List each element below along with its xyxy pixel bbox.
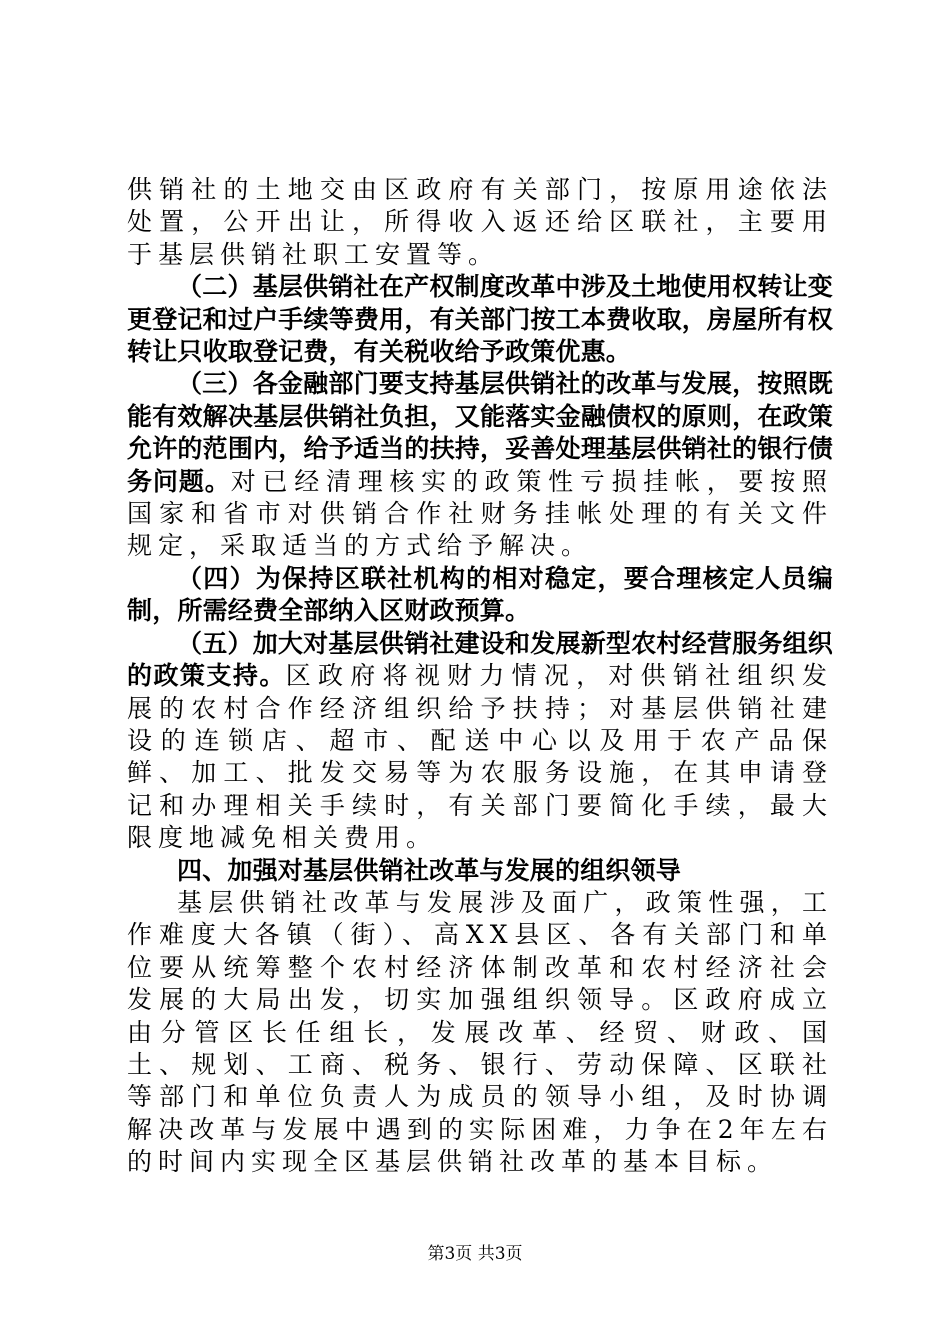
paragraph-text: 供销社的土地交由区政府有关部门，按原用途依法处置，公开出让，所得收入返还给区联社，主要用于基层供销社职工安置等。 [127, 175, 833, 269]
paragraph-normal-text: 对已经清理核实的政策性亏损挂帐，要按照国家和省市对供销合作社财务挂帐处理的有关文件规定，采取适当的方式给予解决。 [127, 466, 833, 561]
paragraph-normal-text: 区政府将视财力情况，对供销社组织发展的农村合作经济组织给予扶持；对基层供销社建设的连锁店、超市、配送中心以及用于农产品保鲜、加工、批发交易等为农服务设施，在其申请登记和办理相关手续时，有关部门要简化手续，最大限度地减免相关费用。 [127, 661, 833, 853]
section-heading-4 [127, 855, 833, 887]
paragraph-bold-text: （三）各金融部门要支持基层供销社的改革与发展，按照既能有效解决基层供销社负担，又能落实金融债权的原则，在政策允许的范围内，给予适当的扶持，妥善处理基层供销社的银行债务问题。 [127, 369, 833, 496]
paragraph-organization-leadership [127, 887, 833, 1179]
paragraph-item-4-staffing [127, 563, 833, 628]
paragraph-item-2-land-transfer-fees [127, 271, 833, 368]
page-footer [0, 1244, 950, 1264]
heading-text: 四、加强对基层供销社改革与发展的组织领导 [177, 855, 682, 885]
document-body [127, 174, 833, 1179]
page-number-label: 第3页 共3页 [427, 1244, 523, 1264]
paragraph-item-5-policy-support [127, 628, 833, 855]
paragraph-text: 基层供销社改革与发展涉及面广，政策性强，工作难度大各镇（街）、高XX县区、各有关部门和单位要从统筹整个农村经济体制改革和农村经济社会发展的大局出发，切实加强组织领导。区政府成立由分管区长任组长，发展改革、经贸、财政、国土、规划、工商、税务、银行、劳动保障、区联社等部门和单位负责人为成员的领导小组，及时协调解决改革与发展中遇到的实际困难，力争在2年左右的时间内实现全区基层供销社改革的基本目标。 [127, 887, 833, 1177]
paragraph-text: （四）为保持区联社机构的相对稳定，要合理核定人员编制，所需经费全部纳入区财政预算。 [127, 563, 833, 626]
paragraph-land-disposal [127, 174, 833, 271]
paragraph-item-3-financial-support [127, 368, 833, 562]
paragraph-text: （二）基层供销社在产权制度改革中涉及土地使用权转让变更登记和过户手续等费用，有关部门按工本费收取，房屋所有权转让只收取登记费，有关税收给予政策优惠。 [127, 272, 833, 367]
paragraph-bold-text: （五）加大对基层供销社建设和发展新型农村经营服务组织的政策支持。 [127, 628, 833, 691]
